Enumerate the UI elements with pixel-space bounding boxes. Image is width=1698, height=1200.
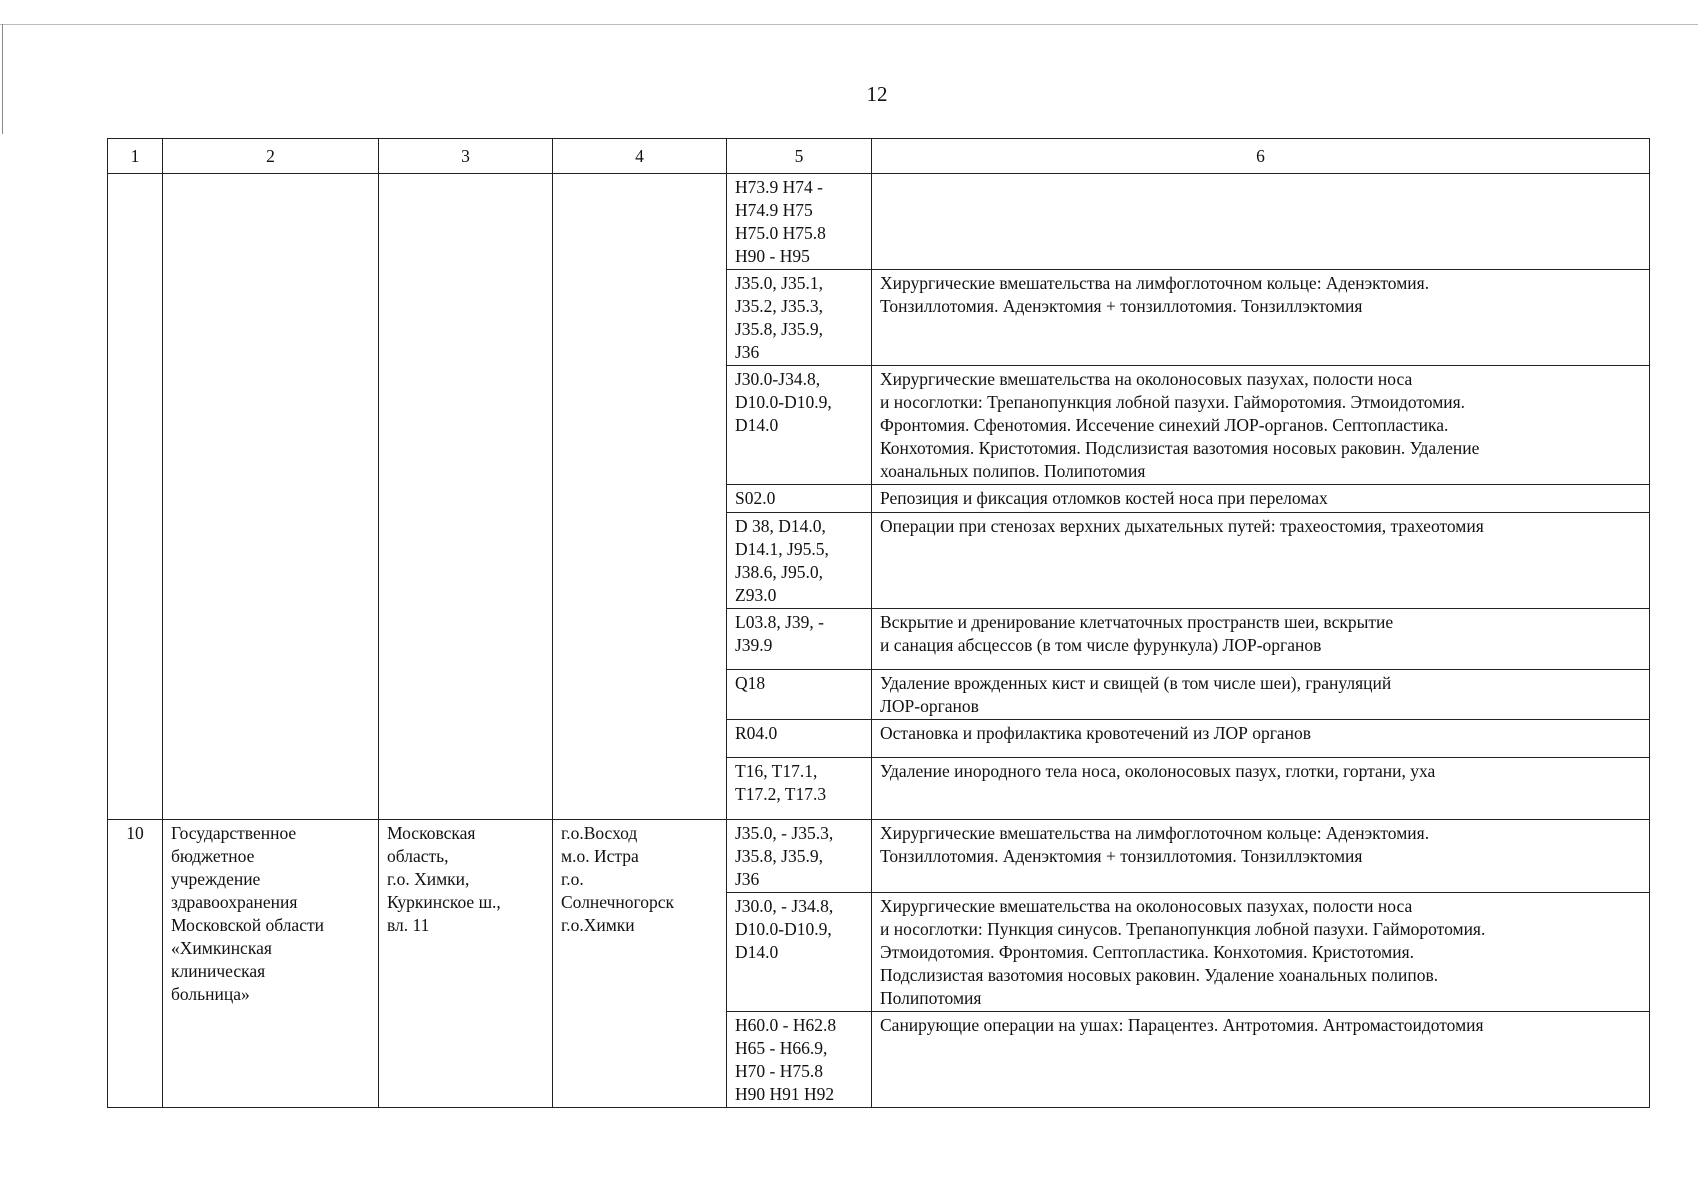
table-header-row <box>108 139 1650 174</box>
procedure-description-cell: Удаление инородного тела носа, околоносовых пазух, глотки, гортани, уха <box>872 758 1650 820</box>
column-header: 1 <box>108 139 163 174</box>
organization-cell <box>163 174 379 820</box>
column-header: 2 <box>163 139 379 174</box>
entry-number-cell: 10 <box>108 820 163 1108</box>
procedure-description-cell: Остановка и профилактика кровотечений из ЛОР органов <box>872 720 1650 758</box>
entry-number-cell <box>108 174 163 820</box>
column-header: 4 <box>553 139 727 174</box>
procedure-description-cell <box>872 174 1650 270</box>
procedure-description-cell: Репозиция и фиксация отломков костей носа при переломах <box>872 485 1650 513</box>
table-row <box>108 174 1650 270</box>
icd-codes-cell: H60.0 - H62.8 H65 - H66.9, H70 - H75.8 H90 H91 H92 <box>727 1012 872 1108</box>
column-header: 6 <box>872 139 1650 174</box>
procedure-description-cell: Операции при стенозах верхних дыхательных путей: трахеостомия, трахеотомия <box>872 513 1650 609</box>
medical-services-table <box>107 138 1650 1108</box>
scan-edge-top <box>0 24 1698 25</box>
icd-codes-cell: S02.0 <box>727 485 872 513</box>
address-cell: Московская область, г.о. Химки, Куркинское ш., вл. 11 <box>379 820 553 1108</box>
table-row <box>108 820 1650 893</box>
procedure-description-cell: Удаление врожденных кист и свищей (в том числе шеи), грануляций ЛОР-органов <box>872 670 1650 720</box>
icd-codes-cell: J35.0, J35.1, J35.2, J35.3, J35.8, J35.9, J36 <box>727 270 872 366</box>
icd-codes-cell: Q18 <box>727 670 872 720</box>
icd-codes-cell: H73.9 H74 - H74.9 H75 H75.0 H75.8 H90 - H95 <box>727 174 872 270</box>
page-number: 12 <box>866 82 888 106</box>
column-header: 3 <box>379 139 553 174</box>
icd-codes-cell: R04.0 <box>727 720 872 758</box>
procedure-description-cell: Хирургические вмешательства на лимфоглоточном кольце: Аденэктомия. Тонзиллотомия. Аденэктомия + тонзиллотомия. Тонзиллэктомия <box>872 270 1650 366</box>
icd-codes-cell: J30.0-J34.8, D10.0-D10.9, D14.0 <box>727 366 872 485</box>
service-area-cell <box>553 174 727 820</box>
procedure-description-cell: Хирургические вмешательства на околоносовых пазухах, полости носа и носоглотки: Трепанопункция лобной пазухи. Гайморотомия. Этмоидотомия. Фронтомия. Сфенотомия. Иссечение синехий ЛОР-органов. Септопластика. Конхотомия. Кристотомия. Подслизистая вазотомия носовых раковин. Удаление хоанальных полипов. Полипотомия <box>872 366 1650 485</box>
procedure-description-cell: Санирующие операции на ушах: Парацентез. Антротомия. Антромастоидотомия <box>872 1012 1650 1108</box>
icd-codes-cell: J35.0, - J35.3, J35.8, J35.9, J36 <box>727 820 872 893</box>
column-header: 5 <box>727 139 872 174</box>
icd-codes-cell: L03.8, J39, - J39.9 <box>727 609 872 670</box>
organization-cell: Государственное бюджетное учреждение здравоохранения Московской области «Химкинская клиническая больница» <box>163 820 379 1108</box>
address-cell <box>379 174 553 820</box>
procedure-description-cell: Хирургические вмешательства на лимфоглоточном кольце: Аденэктомия. Тонзиллотомия. Аденэктомия + тонзиллотомия. Тонзиллэктомия <box>872 820 1650 893</box>
service-area-cell: г.о.Восход м.о. Истра г.о. Солнечногорск г.о.Химки <box>553 820 727 1108</box>
procedure-description-cell: Вскрытие и дренирование клетчаточных пространств шеи, вскрытие и санация абсцессов (в том числе фурункула) ЛОР-органов <box>872 609 1650 670</box>
procedure-description-cell: Хирургические вмешательства на околоносовых пазухах, полости носа и носоглотки: Пункция синусов. Трепанопункция лобной пазухи. Гайморотомия. Этмоидотомия. Фронтомия. Септопластика. Конхотомия. Кристотомия. Подслизистая вазотомия носовых раковин. Удаление хоанальных полипов. Полипотомия <box>872 893 1650 1012</box>
icd-codes-cell: D 38, D14.0, D14.1, J95.5, J38.6, J95.0, Z93.0 <box>727 513 872 609</box>
icd-codes-cell: J30.0, - J34.8, D10.0-D10.9, D14.0 <box>727 893 872 1012</box>
scan-edge-left <box>2 24 3 134</box>
icd-codes-cell: T16, T17.1, T17.2, T17.3 <box>727 758 872 820</box>
